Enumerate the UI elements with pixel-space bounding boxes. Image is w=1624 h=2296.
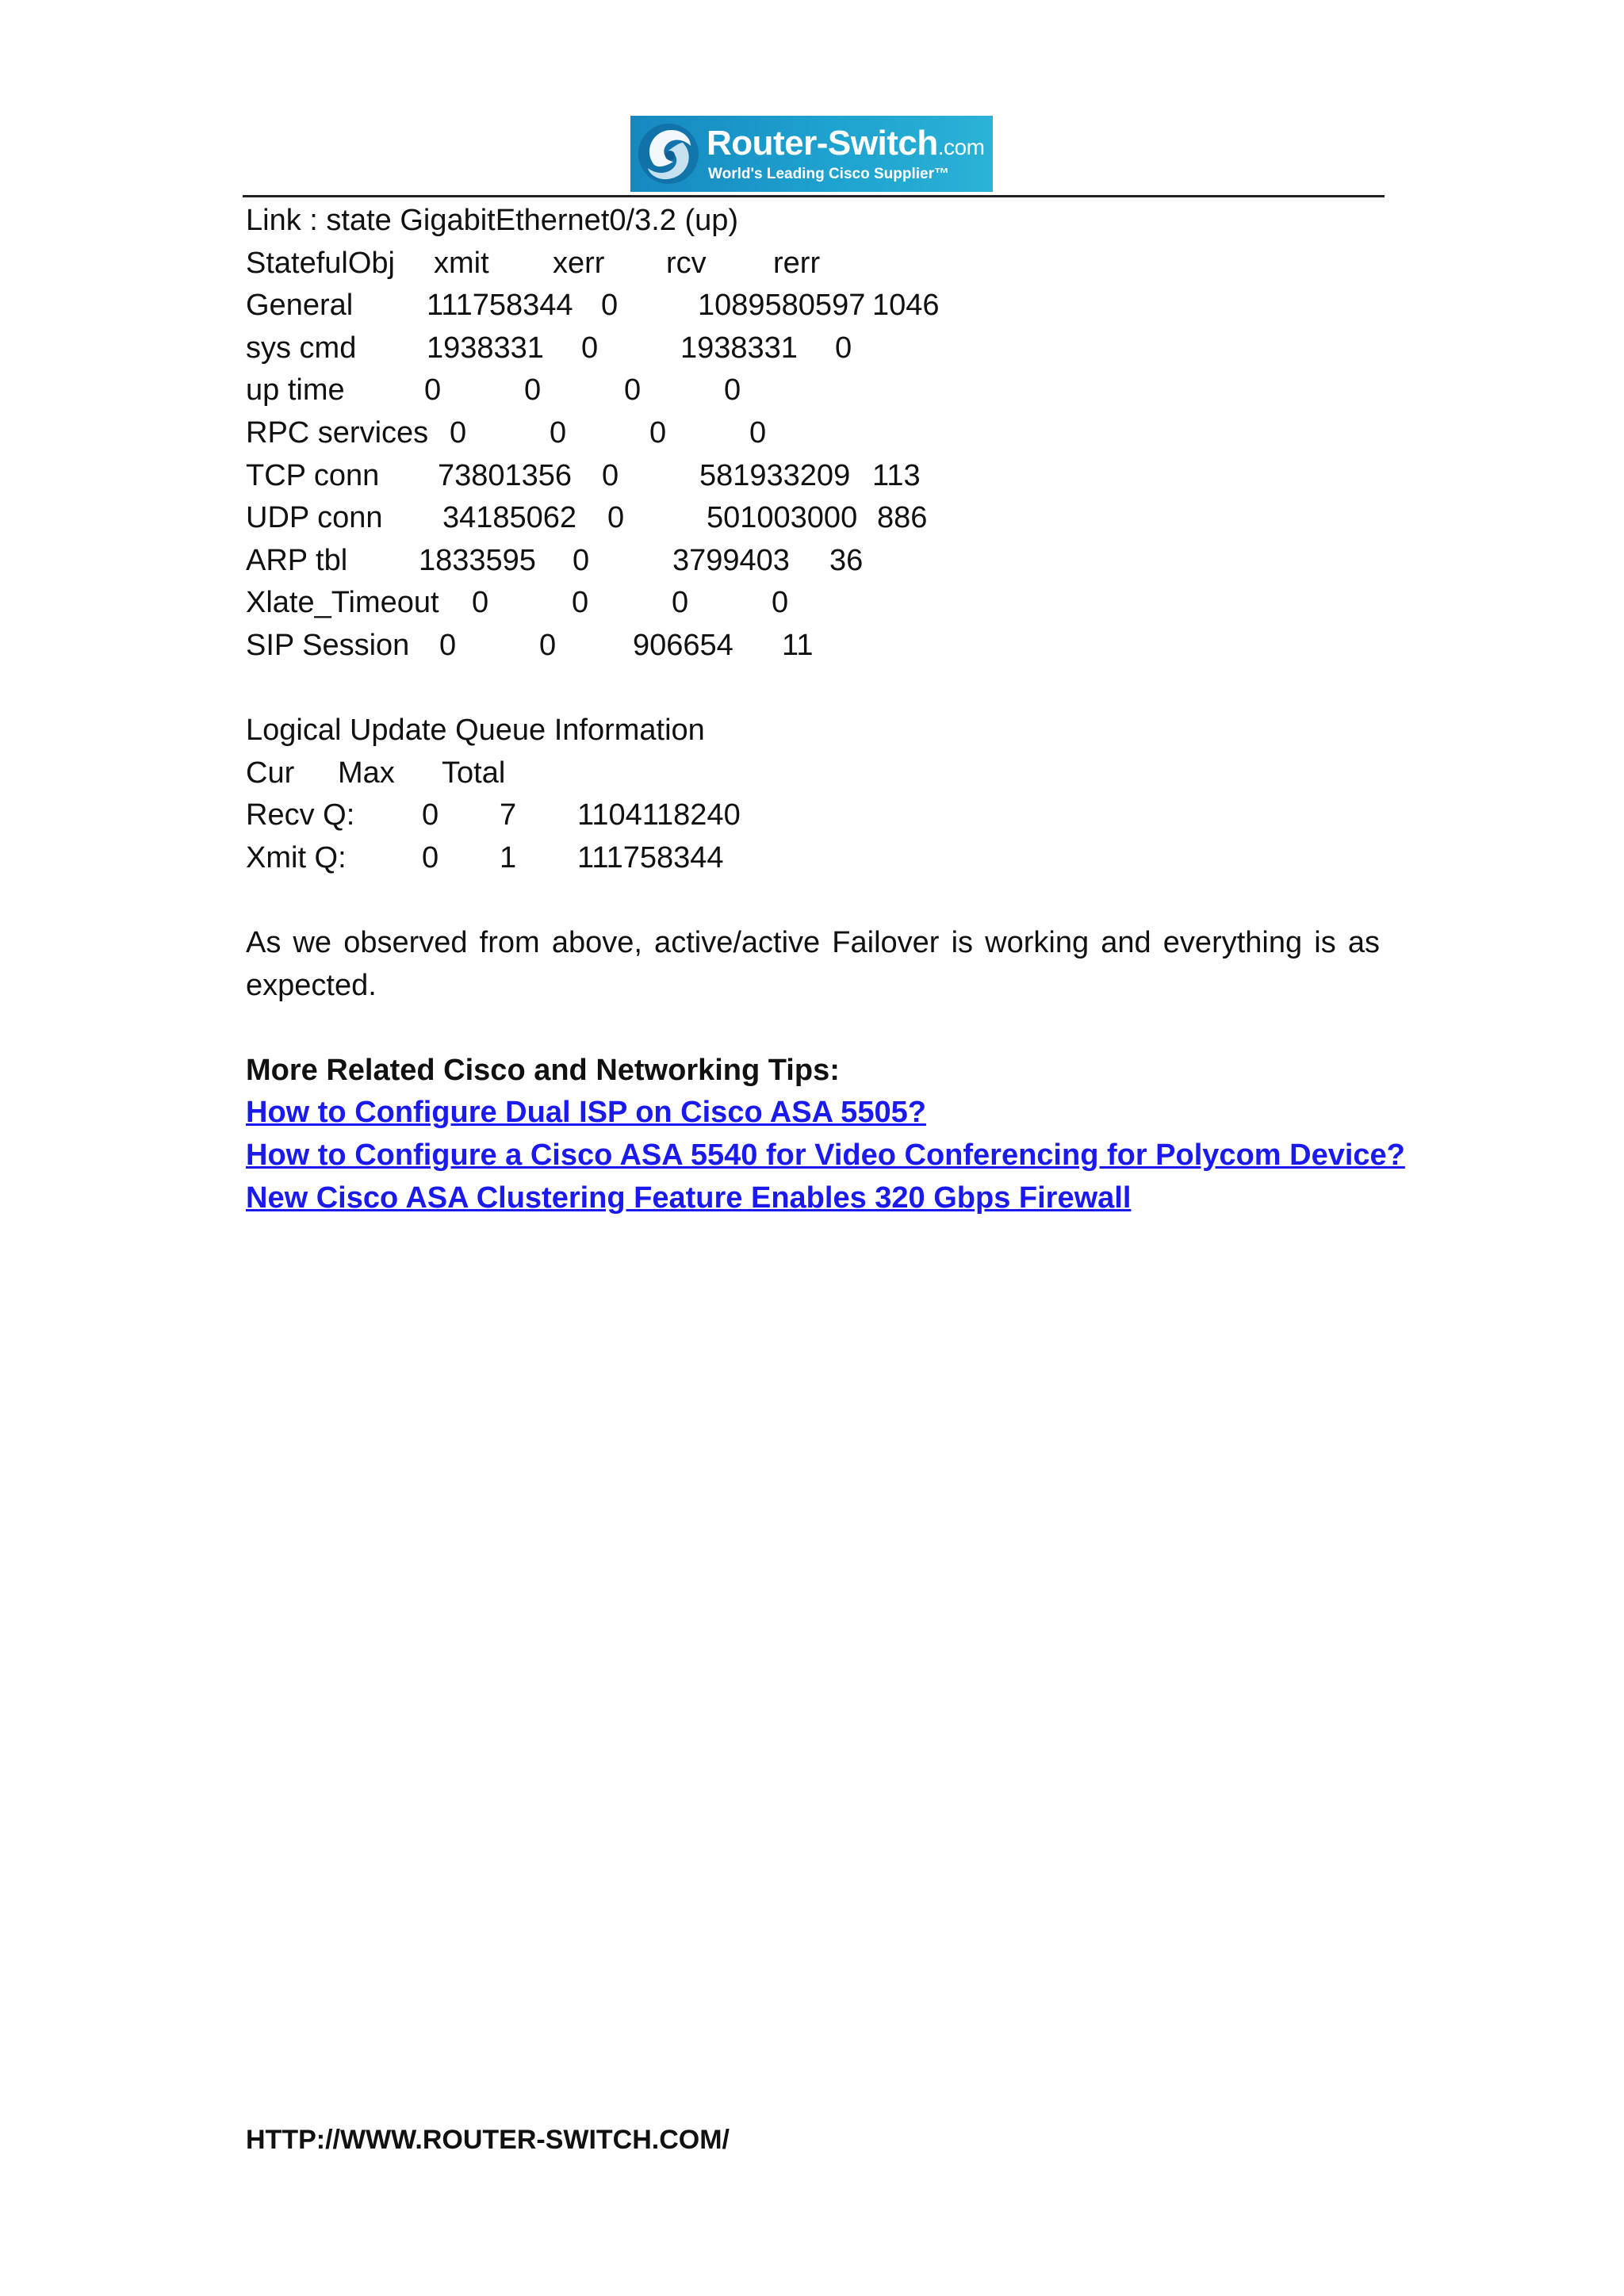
logo-brand-text: Router-Switch.com (707, 123, 985, 163)
queue-header (246, 752, 1380, 795)
table-row: UDP conn 34185062 0 501003000 886 (246, 501, 928, 535)
logo-tagline: World's Leading Cisco Supplier™ (708, 165, 949, 182)
col-total: Total (442, 756, 506, 790)
document-body (246, 200, 1405, 1219)
queue-title: Logical Update Queue Information (246, 714, 705, 748)
table-row: SIP Session 0 0 906654 11 (246, 628, 814, 662)
table-row: ARP tbl 1833595 0 3799403 36 (246, 543, 864, 577)
related-link-asa-clustering[interactable]: New Cisco ASA Clustering Feature Enables 320 Gbps Firewall (246, 1181, 1132, 1215)
logo-swirl-icon (630, 116, 703, 192)
col-rerr: rerr (773, 246, 821, 280)
col-xerr: xerr (553, 246, 605, 280)
related-link-dual-isp[interactable]: How to Configure Dual ISP on Cisco ASA 5505? (246, 1096, 926, 1130)
table-row: Recv Q: 0 7 1104118240 (246, 798, 741, 832)
related-link-asa-5540-video[interactable]: How to Configure a Cisco ASA 5540 for Video Conferencing for Polycom Device? (246, 1138, 1405, 1173)
footer-url: HTTP://WWW.ROUTER-SWITCH.COM/ (246, 2125, 730, 2155)
col-max: Max (338, 756, 395, 790)
table-row: up time 0 0 0 0 (246, 373, 741, 408)
header-divider (243, 195, 1385, 197)
table-row: Xlate_Timeout 0 0 0 0 (246, 586, 789, 620)
table-row: Xmit Q: 0 1 111758344 (246, 840, 724, 874)
table-row: sys cmd 1938331 0 1938331 0 (246, 331, 852, 365)
table-row: TCP conn 73801356 0 581933209 113 (246, 458, 921, 492)
conclusion-paragraph: As we observed from above, active/active Failover is working and everything is as expected. (246, 926, 1380, 1002)
related-tips-heading: More Related Cisco and Networking Tips: (246, 1053, 840, 1087)
stateful-table-header (246, 243, 1380, 285)
col-rcv: rcv (666, 246, 707, 280)
table-row: General 111758344 0 1089580597 1046 (246, 289, 940, 323)
col-stateful-obj: StatefulObj (246, 246, 395, 280)
link-state-line: Link : state GigabitEthernet0/3.2 (up) (246, 204, 739, 237)
col-cur: Cur (246, 756, 295, 790)
router-switch-logo (630, 116, 993, 192)
col-xmit: xmit (434, 246, 489, 280)
table-row: RPC services 0 0 0 0 (246, 415, 767, 450)
